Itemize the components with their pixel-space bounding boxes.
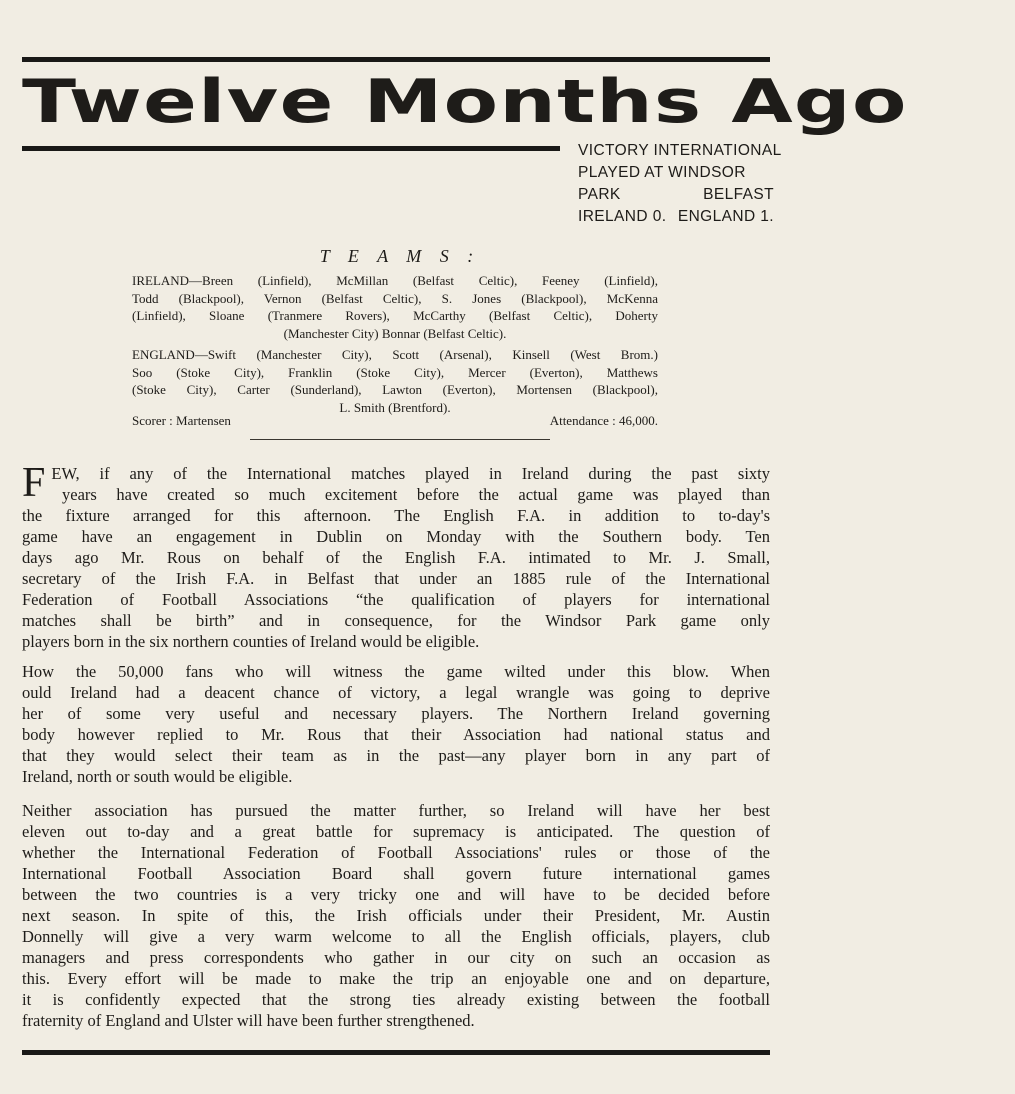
team-line: (Manchester City) Bonnar (Belfast Celtic). <box>283 325 507 341</box>
article-paragraph-3 <box>22 800 770 1031</box>
match-info-score <box>578 206 774 228</box>
article-line: years have created so much excitement before the actual game was played than <box>62 485 770 504</box>
team-line: Todd (Blackpool), Vernon (Belfast Celtic), S. Jones (Blackpool), McKenna <box>132 290 658 306</box>
score-ireland: IRELAND 0. <box>578 208 667 225</box>
article-line: managers and press correspondents who gather in our city on such an occasion as <box>22 948 770 967</box>
article-line: this. Every effort will be made to make the trip an enjoyable one and on departure, <box>22 969 770 988</box>
article-line: EW, if any of the International matches played in Ireland during the past sixty <box>51 464 770 483</box>
article-line: secretary of the Irish F.A. in Belfast that under an 1885 rule of the International <box>22 569 770 588</box>
top-rule <box>22 57 770 62</box>
article-line: fraternity of England and Ulster will have been further strengthened. <box>22 1011 475 1030</box>
team-line: IRELAND—Breen (Linfield), McMillan (Belfast Celtic), Feeney (Linfield), <box>132 273 658 288</box>
team-line: (Stoke City), Carter (Sunderland), Lawton (Everton), Mortensen (Blackpool), <box>132 382 658 397</box>
article-line: players born in the six northern counties of Ireland would be eligible. <box>22 632 480 651</box>
article-line: her of some very useful and necessary players. The Northern Ireland governing <box>22 704 770 723</box>
article-line: matches shall be birth” and in consequence, for the Windsor Park game only <box>22 611 770 630</box>
article-line: days ago Mr. Rous on behalf of the English F.A. intimated to Mr. J. Small, <box>22 548 770 567</box>
article-line: Donnelly will give a very warm welcome to all the English officials, players, club <box>22 927 770 946</box>
article-line: Federation of Football Associations “the qualification of players for international <box>22 590 770 609</box>
article-line: the fixture arranged for this afternoon. The English F.A. in addition to to-day's <box>22 506 770 525</box>
ireland-team-list <box>132 272 658 342</box>
team-line: L. Smith (Brentford). <box>339 399 451 415</box>
england-team-list <box>132 346 658 416</box>
score-england: ENGLAND 1. <box>677 208 774 225</box>
match-info-block <box>578 140 782 228</box>
page-title: Twelve Months Ago <box>22 67 908 137</box>
attendance: Attendance : 46,000. <box>549 413 658 428</box>
article-line: between the two countries is a very tricky one and will have to be decided before <box>22 885 770 904</box>
article-line: whether the International Federation of Football Associations' rules or those of the <box>22 843 770 862</box>
article-line: that they would select their team as in the past—any player born in any part of <box>22 746 770 765</box>
article-line: Ireland, north or south would be eligible. <box>22 767 293 786</box>
match-info-park: PARK <box>578 186 621 203</box>
article-line: next season. In spite of this, the Irish officials under their President, Mr. Austin <box>22 906 770 925</box>
match-info-belfast: BELFAST <box>703 186 774 203</box>
match-info-line: PLAYED AT WINDSOR <box>578 164 746 181</box>
scorer-attendance-row <box>132 413 658 429</box>
match-info-line <box>578 184 774 206</box>
article-line: ould Ireland had a deacent chance of victory, a legal wrangle was going to deprive <box>22 683 770 702</box>
bottom-rule <box>22 1050 770 1055</box>
match-info-line: VICTORY INTERNATIONAL <box>578 142 782 159</box>
team-line: Soo (Stoke City), Franklin (Stoke City), Mercer (Everton), Matthews <box>132 364 658 380</box>
article-paragraph-1 <box>22 460 770 652</box>
article-line: Neither association has pursued the matter further, so Ireland will have her best <box>22 801 770 820</box>
title-underline-rule <box>22 146 560 151</box>
article-paragraph-2 <box>22 661 770 787</box>
article-line: How the 50,000 fans who will witness the game wilted under this blow. When <box>22 662 770 681</box>
article-line: International Football Association Board shall govern future international games <box>22 864 770 883</box>
teams-divider <box>250 439 550 440</box>
drop-cap: F <box>22 460 46 506</box>
article-line: body however replied to Mr. Rous that their Association had national status and <box>22 725 770 744</box>
article-line: it is confidently expected that the strong ties already existing between the football <box>22 990 770 1009</box>
scorer: Scorer : Martensen <box>132 413 231 428</box>
team-line: ENGLAND—Swift (Manchester City), Scott (Arsenal), Kinsell (West Brom.) <box>132 347 658 362</box>
team-line: (Linfield), Sloane (Tranmere Rovers), McCarthy (Belfast Celtic), Doherty <box>132 308 658 323</box>
teams-heading: T E A M S : <box>319 246 481 266</box>
article-line: game have an engagement in Dublin on Monday with the Southern body. Ten <box>22 527 770 546</box>
article-line: eleven out to-day and a great battle for supremacy is anticipated. The question of <box>22 822 770 841</box>
